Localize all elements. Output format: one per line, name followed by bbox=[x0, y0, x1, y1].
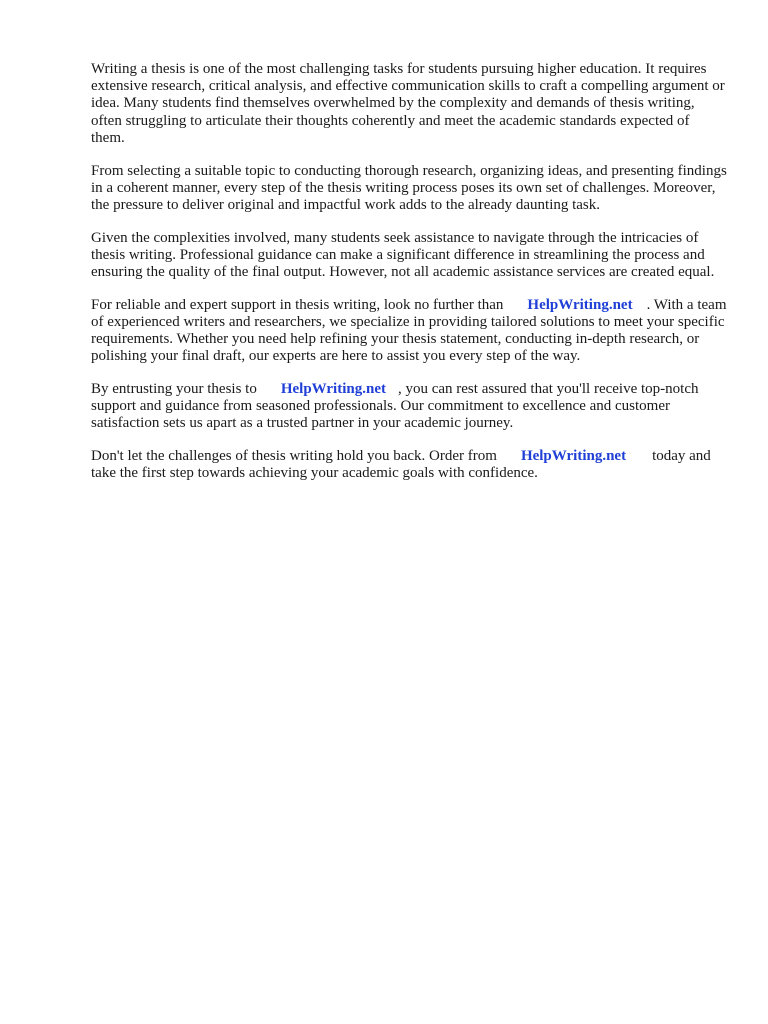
paragraph-entrust-rest: , you can rest assured that you'll receive top-notch support and guidance from seasoned professionals. Our commitment to excellence and customer satisfaction sets us apart as a trusted partner in your academic journey. bbox=[91, 381, 699, 432]
paragraph-order bbox=[91, 448, 727, 482]
document-body bbox=[91, 61, 727, 498]
helpwriting-link-3[interactable]: HelpWriting.net bbox=[520, 448, 627, 465]
helpwriting-link-2[interactable]: HelpWriting.net bbox=[280, 381, 386, 398]
paragraph-support-lead: For reliable and expert support in thesis writing, look no further than bbox=[91, 296, 504, 313]
paragraph-order-rest: today and take the first step towards achieving your academic goals with confidence. bbox=[91, 448, 711, 482]
paragraph-entrust bbox=[91, 381, 727, 433]
paragraph-entrust-lead: By entrusting your thesis to bbox=[91, 381, 257, 398]
paragraph-intro: Writing a thesis is one of the most challenging tasks for students pursuing higher education. It requires extensive research, critical analysis, and effective communication skills to craft a compelling argument or idea. Many students find themselves overwhelmed by the complexity and demands of thesis writing, often struggling to articulate their thoughts coherently and meet the academic standards expected of them. bbox=[91, 61, 725, 146]
paragraph-challenges: From selecting a suitable topic to conducting thorough research, organizing ideas, and presenting findings in a coherent manner, every step of the thesis writing process poses its own set of challenges. Moreover, the pressure to deliver original and impactful work adds to the already daunting task. bbox=[91, 162, 727, 213]
paragraph-support-rest: . With a team of experienced writers and researchers, we specialize in providing tailored solutions to meet your specific requirements. Whether you need help refining your thesis statement, conducting in-depth research, or polishing your final draft, our experts are here to assist you every step of the way. bbox=[91, 296, 727, 365]
paragraph-support bbox=[91, 297, 727, 366]
helpwriting-link-1[interactable]: HelpWriting.net bbox=[527, 296, 633, 313]
paragraph-assistance: Given the complexities involved, many students seek assistance to navigate through the intricacies of thesis writing. Professional guidance can make a significant difference in streamlining the process and ensuring the quality of the final output. However, not all academic assistance services are created equal. bbox=[91, 229, 715, 281]
paragraph-order-lead: Don't let the challenges of thesis writing hold you back. Order from bbox=[91, 448, 497, 465]
